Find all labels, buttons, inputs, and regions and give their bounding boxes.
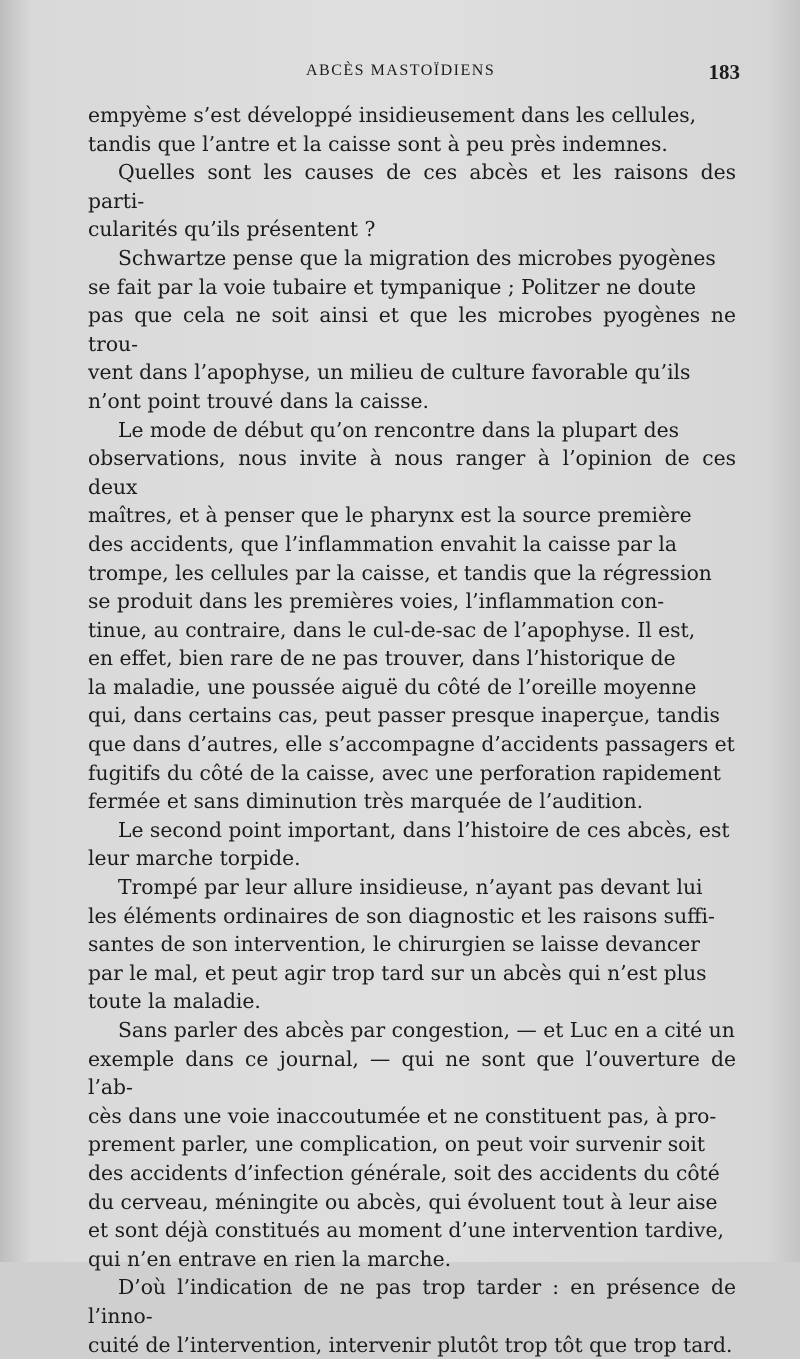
paragraph: Le second point important, dans l’histoire de ces abcès, est leur marche torpide.	[88, 817, 730, 871]
body-text	[88, 101, 736, 1359]
paragraph: Sans parler des abcès par congestion, — et Luc en a cité un exemple dans ce journal, — qui ne sont que l’ouverture de l’ab- cès dans une voie inaccoutumée et ne constituent pas, à pro- prement parler, une complication, on peut voir survenir soit des accidents d’infection générale, soit des accidents du côté du cerveau, méningite ou abcès, qui évoluent tout à leur aise et sont déjà constitués au moment d’une intervention tardive, qui n’en entrave en rien la marche.	[88, 1018, 736, 1271]
paragraph-continuation: empyème s’est développé insidieusement dans les cellules, tandis que l’antre et la caisse sont à peu près indemnes.	[88, 103, 697, 156]
paragraph: Le mode de début qu’on rencontre dans la plupart des observations, nous invite à nous ranger à l’opinion de ces deux maîtres, et à penser que le pharynx est la source première des accidents, que l’inflammation envahit la caisse par la trompe, les cellules par la caisse, et tandis que la régression se produit dans les premières voies, l’inflammation con- tinue, au contraire, dans le cul-de-sac de l’apophyse. Il est, en effet, bien rare de ne pas trouver, dans l’historique de la maladie, une poussée aiguë du côté de l’oreille moyenne qui, dans certains cas, peut passer presque inaperçue, tandis que dans d’autres, elle s’accompagne d’accidents passagers et fugitifs du côté de la caisse, avec une perforation rapidement fermée et sans diminution très marquée de l’audition.	[88, 417, 736, 814]
paragraph: Quelles sont les causes de ces abcès et les raisons des parti- cularités qu’ils présentent ?	[88, 160, 736, 242]
running-head	[90, 62, 740, 92]
paragraph: Trompé par leur allure insidieuse, n’ayant pas devant lui les éléments ordinaires de son diagnostic et les raisons suffi- santes de son intervention, le chirurgien se laisse devancer par le mal, et peut agir trop tard sur un abcès qui n’est plus toute la maladie.	[88, 875, 715, 1014]
paragraph: D’où l’indication de ne pas trop tarder : en présence de l’inno- cuité de l’intervention, intervenir plutôt trop tôt que trop tard.	[88, 1275, 736, 1357]
paragraph: Schwartze pense que la migration des microbes pyogènes se fait par la voie tubaire et tympanique ; Politzer ne doute pas que cela ne soit ainsi et que les microbes pyogènes ne trou- vent dans l’apophyse, un milieu de culture favorable qu’ils n’ont point trouvé dans la caisse.	[88, 245, 736, 413]
page-number: 183	[708, 60, 740, 84]
running-title: ABCÈS MASTOÏDIENS	[306, 62, 496, 79]
